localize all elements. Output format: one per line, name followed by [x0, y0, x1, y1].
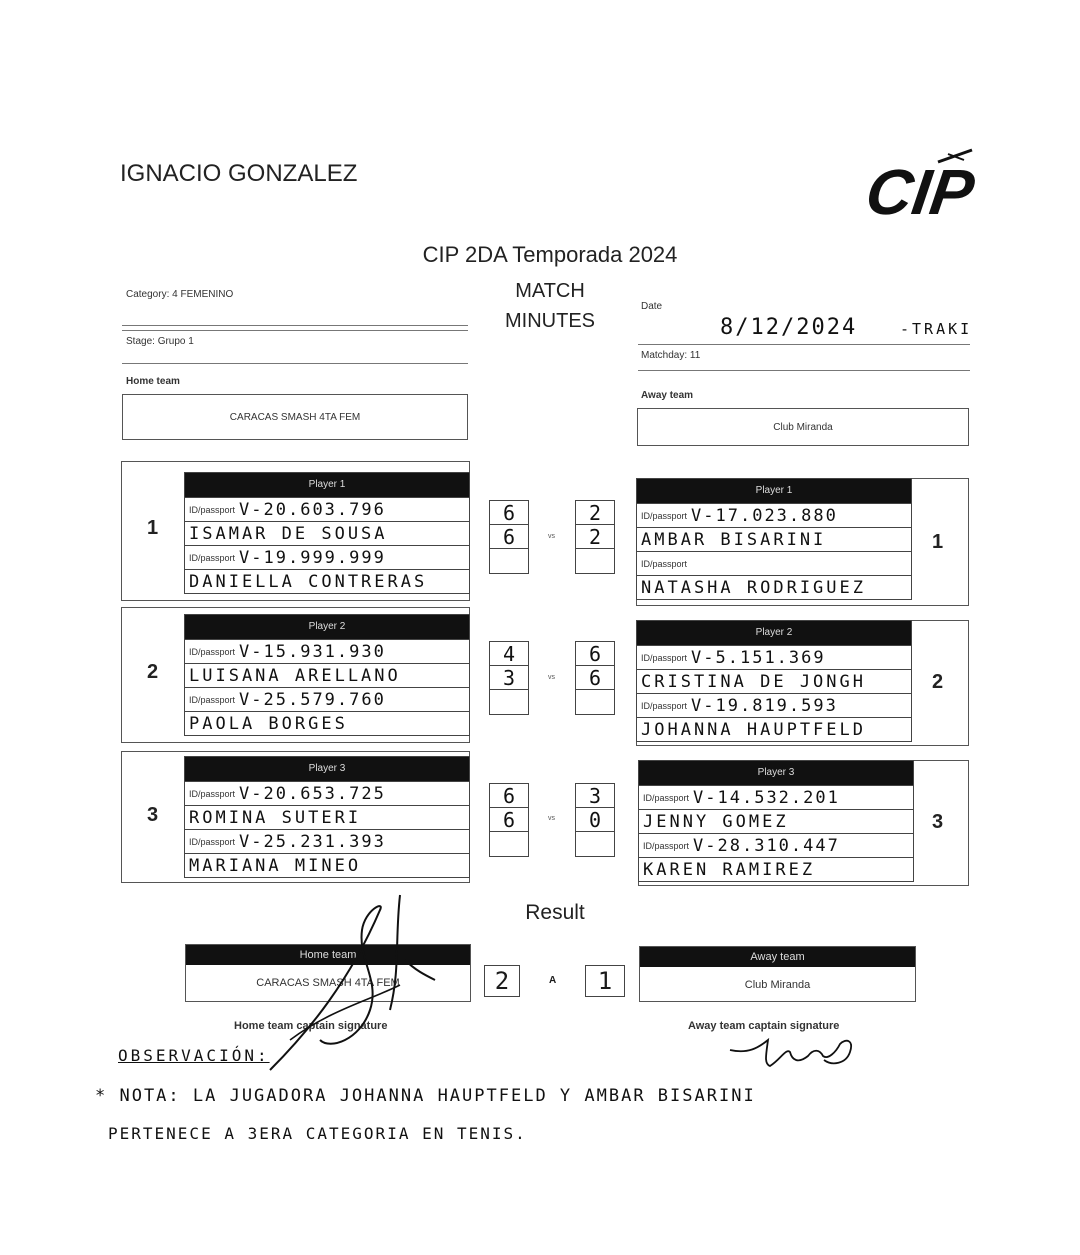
result-home-team: CARACAS SMASH 4TA FEM: [256, 977, 400, 989]
id-row: [185, 829, 469, 853]
referee-name: IGNACIO GONZALEZ: [120, 160, 358, 187]
home-player-grid: [184, 756, 470, 878]
result-away-score: 1: [585, 965, 625, 997]
result-home-score: 2: [484, 965, 520, 997]
player-id: V-20.603.796: [239, 499, 386, 520]
match-number: 1: [147, 517, 159, 539]
player-name: ROMINA SUTERI: [189, 807, 362, 828]
id-row: [639, 785, 913, 809]
id-label: ID/passport: [643, 792, 690, 803]
away-team-label: Away team: [641, 390, 694, 401]
name-row: [185, 569, 469, 593]
away-score-box-3: [575, 783, 615, 857]
home-player-grid: [184, 614, 470, 736]
match-number: 2: [932, 671, 944, 693]
stage-rule: [122, 363, 468, 364]
player-header: Player 1: [637, 479, 911, 503]
home-player-grid: [184, 472, 470, 594]
away-captain-signature: [728, 1030, 863, 1075]
player-id: V-20.653.725: [239, 783, 386, 804]
season-title: CIP 2DA Temporada 2024: [422, 242, 678, 267]
player-name: JENNY GOMEZ: [643, 811, 789, 832]
set-score: 2: [576, 501, 614, 525]
observations-line-2: PERTENECE A 3ERA CATEGORIA EN TENIS.: [108, 1124, 527, 1143]
player-id: V-17.023.880: [691, 505, 838, 526]
name-row: [639, 857, 913, 881]
set-score: 6: [490, 808, 528, 832]
logo-text: CIP: [868, 156, 978, 228]
home-card-3: [121, 751, 470, 883]
set-score: 4: [490, 642, 528, 666]
set-score: [576, 690, 614, 714]
player-header: Player 3: [639, 761, 913, 785]
id-row: [185, 687, 469, 711]
result-home-label: Home team: [186, 945, 470, 965]
date-label: Date: [641, 301, 663, 312]
player-id: V-19.999.999: [239, 547, 386, 568]
set-score: 6: [490, 784, 528, 808]
match-number: 2: [147, 661, 159, 683]
id-row: [185, 639, 469, 663]
away-team-box: [637, 408, 969, 446]
matchday-field: Matchday: 11: [641, 350, 701, 361]
id-row: [185, 497, 469, 521]
date-rule: [638, 344, 970, 345]
category-rule: [122, 325, 468, 326]
id-label: ID/passport: [641, 700, 688, 711]
id-label: ID/passport: [189, 836, 236, 847]
player-header: Player 3: [185, 757, 469, 781]
stage-field: Stage: Grupo 1: [126, 336, 194, 347]
away-player-grid: [636, 620, 912, 742]
home-card-1: [121, 461, 470, 601]
doc-title-minutes: MINUTES: [505, 310, 595, 332]
result-away-card: [639, 946, 916, 1002]
id-row: [639, 833, 913, 857]
player-id: V-28.310.447: [693, 835, 840, 856]
player-name: KAREN RAMIREZ: [643, 859, 816, 880]
home-score-box-1: [489, 500, 529, 574]
id-row: [637, 503, 911, 527]
name-row: [185, 663, 469, 687]
home-team-name: CARACAS SMASH 4TA FEM: [229, 411, 361, 423]
id-row: [637, 645, 911, 669]
match-number: 3: [147, 804, 159, 826]
name-row: [185, 805, 469, 829]
away-team-name: Club Miranda: [773, 421, 833, 433]
matchday-rule: [638, 370, 970, 371]
match-number: 1: [932, 531, 944, 553]
id-row: [185, 781, 469, 805]
set-score: 6: [576, 666, 614, 690]
player-id: V-15.931.930: [239, 641, 386, 662]
set-score: 2: [576, 525, 614, 549]
home-signature-label: Home team captain signature: [234, 1020, 388, 1032]
date-note: -TRAKI: [900, 320, 973, 338]
away-card-3: [638, 760, 969, 886]
date-value: 8/12/2024: [720, 315, 858, 340]
set-score: [490, 549, 528, 573]
player-name: ISAMAR DE SOUSA: [189, 523, 388, 544]
name-row: [185, 521, 469, 545]
vs-label: vs: [548, 815, 555, 822]
player-header: Player 2: [185, 615, 469, 639]
player-name: AMBAR BISARINI: [641, 529, 827, 550]
name-row: [639, 809, 913, 833]
result-away-team: Club Miranda: [744, 979, 811, 991]
id-label: ID/passport: [189, 788, 236, 799]
id-row: [637, 551, 911, 575]
cip-logo: [868, 140, 978, 230]
player-name: CRISTINA DE JONGH: [641, 671, 866, 692]
set-score: 0: [576, 808, 614, 832]
vs-label: vs: [548, 674, 555, 681]
id-row: [185, 545, 469, 569]
player-name: DANIELLA CONTRERAS: [189, 571, 428, 592]
home-card-2: [121, 607, 470, 743]
observations-title: OBSERVACIÓN:: [118, 1046, 270, 1065]
set-score: 6: [576, 642, 614, 666]
player-name: JOHANNA HAUPTFELD: [641, 719, 866, 740]
away-card-1: [636, 478, 969, 606]
result-title: Result: [525, 901, 585, 924]
id-label: ID/passport: [641, 510, 688, 521]
player-name: PAOLA BORGES: [189, 713, 348, 734]
name-row: [637, 717, 911, 741]
player-id: V-19.819.593: [691, 695, 838, 716]
set-score: [490, 690, 528, 714]
player-name: LUISANA ARELLANO: [189, 665, 401, 686]
set-score: 6: [490, 501, 528, 525]
set-score: [576, 549, 614, 573]
set-score: 3: [490, 666, 528, 690]
name-row: [185, 853, 469, 877]
player-header: Player 1: [185, 473, 469, 497]
away-player-grid: [636, 478, 912, 600]
id-label: ID/passport: [189, 552, 236, 563]
player-name: MARIANA MINEO: [189, 855, 362, 876]
home-score-box-2: [489, 641, 529, 715]
away-score-box-1: [575, 500, 615, 574]
away-score-box-2: [575, 641, 615, 715]
doc-title-match: MATCH: [515, 280, 585, 302]
id-label: ID/passport: [643, 840, 690, 851]
set-score: [576, 832, 614, 856]
id-label: ID/passport: [189, 646, 236, 657]
player-id: V-25.231.393: [239, 831, 386, 852]
id-label: ID/passport: [189, 694, 236, 705]
set-score: 6: [490, 525, 528, 549]
name-row: [637, 527, 911, 551]
set-score: 3: [576, 784, 614, 808]
home-team-label: Home team: [126, 376, 180, 387]
home-team-box: [122, 394, 468, 440]
id-label: ID/passport: [189, 504, 236, 515]
home-captain-signature: [250, 890, 450, 1080]
observations-line-1: * NOTA: LA JUGADORA JOHANNA HAUPTFELD Y AMBAR BISARINI: [95, 1086, 756, 1106]
away-card-2: [636, 620, 969, 746]
name-row: [637, 669, 911, 693]
player-id: V-14.532.201: [693, 787, 840, 808]
category-rule-2: [122, 330, 468, 331]
name-row: [637, 575, 911, 599]
match-number: 3: [932, 811, 944, 833]
set-score: [490, 832, 528, 856]
id-label: ID/passport: [641, 558, 688, 569]
vs-label: vs: [548, 533, 555, 540]
home-score-box-3: [489, 783, 529, 857]
id-label: ID/passport: [641, 652, 688, 663]
player-header: Player 2: [637, 621, 911, 645]
result-away-label: Away team: [640, 947, 915, 967]
away-player-grid: [638, 760, 914, 882]
category-field: Category: 4 FEMENINO: [126, 289, 234, 300]
away-signature-label: Away team captain signature: [688, 1020, 840, 1032]
result-separator: A: [549, 975, 557, 986]
player-id: V-5.151.369: [691, 647, 826, 668]
id-row: [637, 693, 911, 717]
player-id: V-25.579.760: [239, 689, 386, 710]
name-row: [185, 711, 469, 735]
player-name: NATASHA RODRIGUEZ: [641, 577, 866, 598]
